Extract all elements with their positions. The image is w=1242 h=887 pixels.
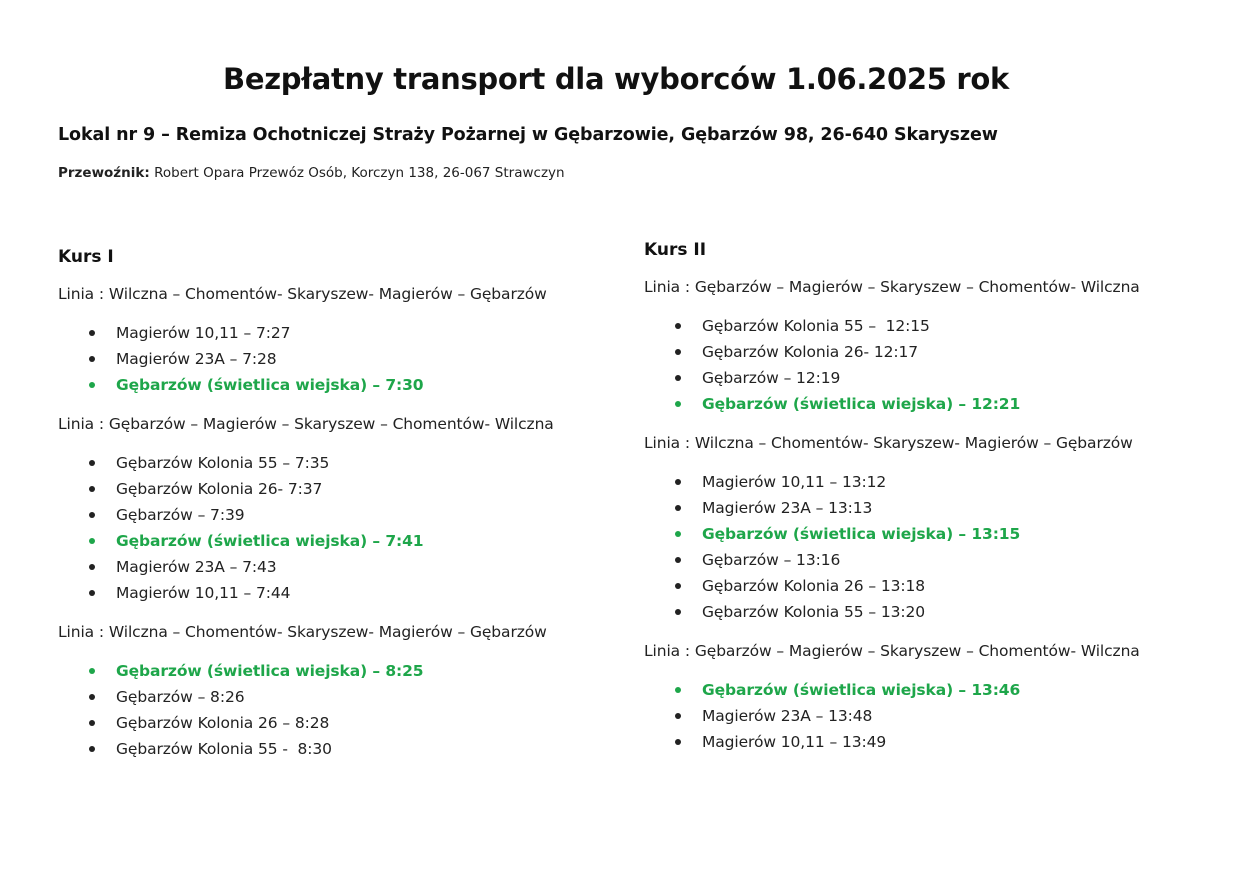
bullet-icon: [89, 512, 95, 518]
stop-item: [58, 580, 618, 606]
stop-item: [58, 502, 618, 528]
stop-item: [58, 476, 618, 502]
stop-text: Magierów 23A – 7:43: [116, 558, 277, 576]
stop-list: [644, 469, 1204, 625]
bullet-icon: [89, 486, 95, 492]
bullet-icon: [675, 505, 681, 511]
stop-item: [58, 554, 618, 580]
stop-text: Gębarzów Kolonia 55 - 8:30: [116, 740, 332, 758]
kurs-1-column: [58, 244, 618, 775]
route-line-label: Linia : Gębarzów – Magierów – Skaryszew – Chomentów- Wilczna: [644, 278, 1140, 296]
stop-item-polling-station: [58, 658, 618, 684]
bullet-icon: [89, 720, 95, 726]
stop-item: [58, 346, 618, 372]
bullet-icon: [89, 538, 95, 544]
stop-text: Gębarzów – 13:16: [702, 551, 841, 569]
bullet-icon: [675, 323, 681, 329]
stop-item: [58, 450, 618, 476]
bullet-icon: [89, 382, 95, 388]
bullet-icon: [89, 746, 95, 752]
stop-text: Gębarzów – 7:39: [116, 506, 245, 524]
bullet-icon: [675, 583, 681, 589]
stop-list: [58, 320, 618, 398]
stop-item: [58, 710, 618, 736]
stop-item: [644, 313, 1204, 339]
kurs-heading: Kurs I: [58, 247, 114, 267]
stop-text: Gębarzów (świetlica wiejska) – 13:15: [702, 525, 1021, 543]
stop-item: [644, 339, 1204, 365]
stop-text: Magierów 10,11 – 13:49: [702, 733, 887, 751]
route-line-label: Linia : Gębarzów – Magierów – Skaryszew – Chomentów- Wilczna: [58, 415, 554, 433]
bullet-icon: [675, 687, 681, 693]
stop-text: Gębarzów Kolonia 55 – 13:20: [702, 603, 925, 621]
bullet-icon: [675, 557, 681, 563]
stop-item: [644, 365, 1204, 391]
stop-item-polling-station: [58, 528, 618, 554]
stop-item-polling-station: [644, 521, 1204, 547]
bullet-icon: [675, 531, 681, 537]
stop-item-polling-station: [58, 372, 618, 398]
stop-text: Gębarzów Kolonia 26 – 13:18: [702, 577, 925, 595]
stop-text: Gębarzów Kolonia 55 – 7:35: [116, 454, 330, 472]
stop-text: Gębarzów (świetlica wiejska) – 7:30: [116, 376, 424, 394]
stop-text: Gębarzów – 8:26: [116, 688, 245, 706]
stop-item: [58, 736, 618, 762]
stop-item: [58, 320, 618, 346]
stop-text: Gębarzów (świetlica wiejska) – 12:21: [702, 395, 1021, 413]
bullet-icon: [675, 609, 681, 615]
bullet-icon: [89, 668, 95, 674]
stop-text: Gębarzów Kolonia 26- 12:17: [702, 343, 919, 361]
stop-item-polling-station: [644, 677, 1204, 703]
stop-text: Gębarzów Kolonia 55 – 12:15: [702, 317, 930, 335]
route-line-label: Linia : Gębarzów – Magierów – Skaryszew – Chomentów- Wilczna: [644, 642, 1140, 660]
stop-text: Gębarzów (świetlica wiejska) – 7:41: [116, 532, 424, 550]
stop-item: [644, 495, 1204, 521]
stop-text: Magierów 10,11 – 13:12: [702, 473, 887, 491]
stop-text: Magierów 23A – 7:28: [116, 350, 277, 368]
bullet-icon: [675, 349, 681, 355]
stop-item-polling-station: [644, 391, 1204, 417]
kurs-2-column: [644, 237, 1204, 768]
stop-item: [644, 703, 1204, 729]
route-line-label: Linia : Wilczna – Chomentów- Skaryszew- Magierów – Gębarzów: [58, 623, 547, 641]
stop-list: [58, 658, 618, 762]
stop-text: Magierów 23A – 13:48: [702, 707, 873, 725]
bullet-icon: [675, 713, 681, 719]
bullet-icon: [89, 694, 95, 700]
carrier-value: Robert Opara Przewóz Osób, Korczyn 138, 26-067 Strawczyn: [149, 165, 565, 181]
stop-item: [644, 729, 1204, 755]
stop-list: [644, 313, 1204, 417]
bullet-icon: [89, 460, 95, 466]
bullet-icon: [675, 401, 681, 407]
stop-text: Gębarzów (świetlica wiejska) – 8:25: [116, 662, 424, 680]
route-line-label: Linia : Wilczna – Chomentów- Skaryszew- Magierów – Gębarzów: [644, 434, 1133, 452]
bullet-icon: [675, 739, 681, 745]
stop-item: [644, 547, 1204, 573]
stop-item: [644, 599, 1204, 625]
stop-text: Magierów 10,11 – 7:44: [116, 584, 291, 602]
polling-station-subtitle: Lokal nr 9 – Remiza Ochotniczej Straży Pożarnej w Gębarzowie, Gębarzów 98, 26-640 Skaryszew: [58, 125, 998, 145]
bullet-icon: [89, 356, 95, 362]
stop-item: [644, 469, 1204, 495]
route-line-label: Linia : Wilczna – Chomentów- Skaryszew- Magierów – Gębarzów: [58, 285, 547, 303]
stop-text: Gębarzów Kolonia 26 – 8:28: [116, 714, 330, 732]
carrier-info: [58, 165, 565, 181]
stop-text: Gębarzów – 12:19: [702, 369, 841, 387]
stop-item: [58, 684, 618, 710]
stop-text: Magierów 10,11 – 7:27: [116, 324, 291, 342]
bullet-icon: [89, 590, 95, 596]
bullet-icon: [675, 375, 681, 381]
stop-list: [58, 450, 618, 606]
stop-text: Magierów 23A – 13:13: [702, 499, 873, 517]
bullet-icon: [89, 564, 95, 570]
stop-text: Gębarzów Kolonia 26- 7:37: [116, 480, 323, 498]
stop-list: [644, 677, 1204, 755]
bullet-icon: [675, 479, 681, 485]
kurs-heading: Kurs II: [644, 240, 707, 260]
document-title: Bezpłatny transport dla wyborców 1.06.2025 rok: [223, 62, 1009, 96]
carrier-label: Przewoźnik:: [58, 165, 150, 181]
bullet-icon: [89, 330, 95, 336]
stop-item: [644, 573, 1204, 599]
stop-text: Gębarzów (świetlica wiejska) – 13:46: [702, 681, 1021, 699]
